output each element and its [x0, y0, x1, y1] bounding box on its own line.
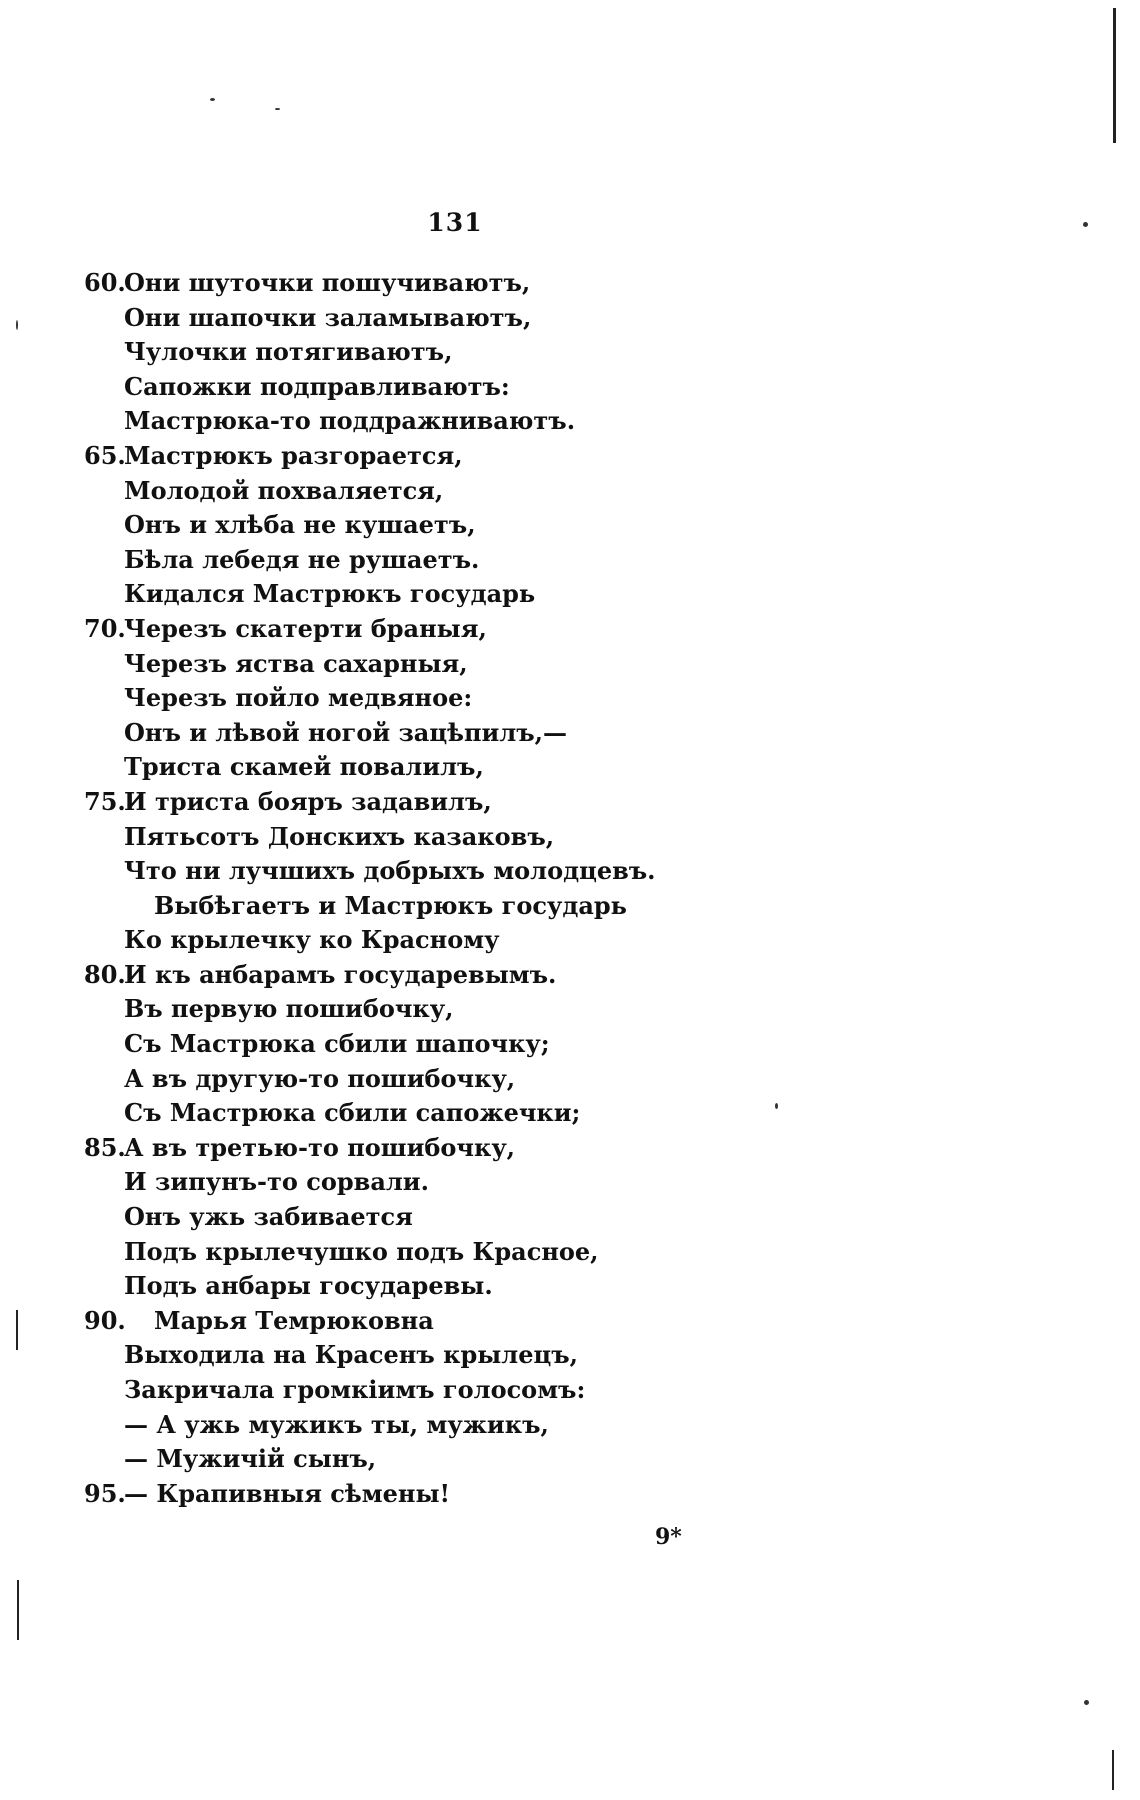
- line-text: А въ другую-то пошибочку,: [124, 1063, 516, 1093]
- scan-speck: [210, 98, 215, 101]
- verse-line: [84, 854, 804, 889]
- line-number: 80.: [84, 959, 126, 989]
- scan-speck: [1083, 222, 1088, 227]
- verse-line: [84, 1200, 804, 1235]
- scan-edge-left-lower: [17, 1580, 19, 1640]
- verse-line: [84, 820, 804, 855]
- verse-line: [84, 1131, 804, 1166]
- line-text: Сапожки подправливаютъ:: [124, 371, 510, 401]
- scan-edge-right: [1113, 8, 1116, 143]
- line-text: Мастрюкъ разгорается,: [124, 440, 463, 470]
- line-text: Въ первую пошибочку,: [124, 994, 454, 1024]
- line-text: Онъ и лѣвой ногой зацѣпилъ,—: [124, 717, 568, 747]
- verse-line: [84, 439, 804, 474]
- line-text: Подъ анбары государевы.: [124, 1271, 493, 1301]
- line-text: Они шуточки пошучиваютъ,: [124, 268, 531, 297]
- line-text: — Крапивныя сѣмены!: [124, 1478, 451, 1508]
- line-text: Чулочки потягиваютъ,: [124, 337, 453, 367]
- verse-line: [84, 1096, 804, 1131]
- verse-line: [84, 612, 804, 647]
- verse-line: [84, 1027, 804, 1062]
- line-text: Черезъ яства сахарныя,: [124, 648, 468, 678]
- line-text: Онъ и хлѣба не кушаетъ,: [124, 510, 476, 540]
- verse-line: [84, 1235, 804, 1270]
- verse-line: [84, 335, 804, 370]
- verse-lines: [84, 266, 804, 1511]
- scan-speck: [1084, 1700, 1089, 1705]
- verse-line: [84, 958, 804, 993]
- verse-line: [84, 647, 804, 682]
- line-text: Съ Мастрюка сбили сапожечки;: [124, 1098, 581, 1128]
- line-text: Черезъ пойло медвяное:: [124, 683, 473, 713]
- line-text: И триста бояръ задавилъ,: [124, 786, 492, 816]
- verse-line: [84, 716, 804, 751]
- verse-line: [84, 404, 804, 439]
- verse-line: [84, 681, 804, 716]
- printer-signature-mark: 9*: [655, 1524, 682, 1550]
- line-text: Онъ ужь забивается: [124, 1202, 413, 1232]
- line-number: 65.: [84, 440, 126, 470]
- line-number: 90.: [84, 1305, 126, 1335]
- line-text: — Мужичiй сынъ,: [124, 1444, 377, 1474]
- line-text: Выходила на Красенъ крылецъ,: [124, 1340, 578, 1370]
- line-text: Пятьсотъ Донскихъ казаковъ,: [124, 821, 555, 851]
- line-text: Триста скамей повалилъ,: [124, 752, 484, 782]
- line-text: И зипунъ-то сорвали.: [124, 1167, 429, 1197]
- verse-line: [84, 1269, 804, 1304]
- verse-line: [84, 301, 804, 336]
- verse-line: [84, 785, 804, 820]
- verse-line: [84, 1442, 804, 1477]
- verse-line: [84, 889, 804, 924]
- line-text: Подъ крылечушко подъ Красное,: [124, 1236, 599, 1266]
- line-text: Кидался Мастрюкъ государь: [124, 579, 536, 609]
- line-text: Съ Мастрюка сбили шапочку;: [124, 1029, 550, 1059]
- line-text: Марья Темрюковна: [154, 1305, 434, 1335]
- line-number: 85.: [84, 1132, 126, 1162]
- verse-line: [84, 474, 804, 509]
- line-number: 60.: [84, 268, 126, 297]
- line-text: Черезъ скатерти браныя,: [124, 613, 487, 643]
- scan-speck: [275, 108, 280, 110]
- verse-line: [84, 992, 804, 1027]
- verse-line: [84, 577, 804, 612]
- verse-line: [84, 1373, 804, 1408]
- verse-line: [84, 266, 804, 301]
- verse-line: [84, 543, 804, 578]
- scan-edge-right-lower: [1112, 1750, 1114, 1790]
- page-number: 131: [427, 208, 483, 237]
- line-text: — А ужь мужикъ ты, мужикъ,: [124, 1409, 549, 1439]
- line-text: Выбѣгаетъ и Мастрюкъ государь: [154, 890, 627, 920]
- line-text: Закричала громкiимъ голосомъ:: [124, 1375, 586, 1404]
- line-text: Они шапочки заламываютъ,: [124, 302, 532, 332]
- scan-speck: [16, 320, 18, 330]
- line-text: И къ анбарамъ государевымъ.: [124, 959, 557, 989]
- line-text: Что ни лучшихъ добрыхъ молодцевъ.: [124, 856, 656, 886]
- line-number: 95.: [84, 1478, 126, 1508]
- verse-line: [84, 923, 804, 958]
- verse-line: [84, 750, 804, 785]
- line-text: Мастрюка-то поддражниваютъ.: [124, 406, 576, 436]
- verse-line: [84, 370, 804, 405]
- line-number: 70.: [84, 613, 126, 643]
- line-text: Ко крылечку ко Красному: [124, 925, 500, 955]
- line-text: Молодой похваляется,: [124, 475, 444, 505]
- verse-line: [84, 1062, 804, 1097]
- verse-line: [84, 1165, 804, 1200]
- verse-line: [84, 1408, 804, 1443]
- verse-line: [84, 1338, 804, 1373]
- verse-line: [84, 1477, 804, 1512]
- line-text: А въ третью-то пошибочку,: [124, 1132, 516, 1162]
- verse-line: [84, 1304, 804, 1339]
- line-text: Бѣла лебедя не рушаетъ.: [124, 544, 480, 574]
- scan-edge-left: [16, 1310, 18, 1350]
- line-number: 75.: [84, 786, 126, 816]
- verse-line: [84, 508, 804, 543]
